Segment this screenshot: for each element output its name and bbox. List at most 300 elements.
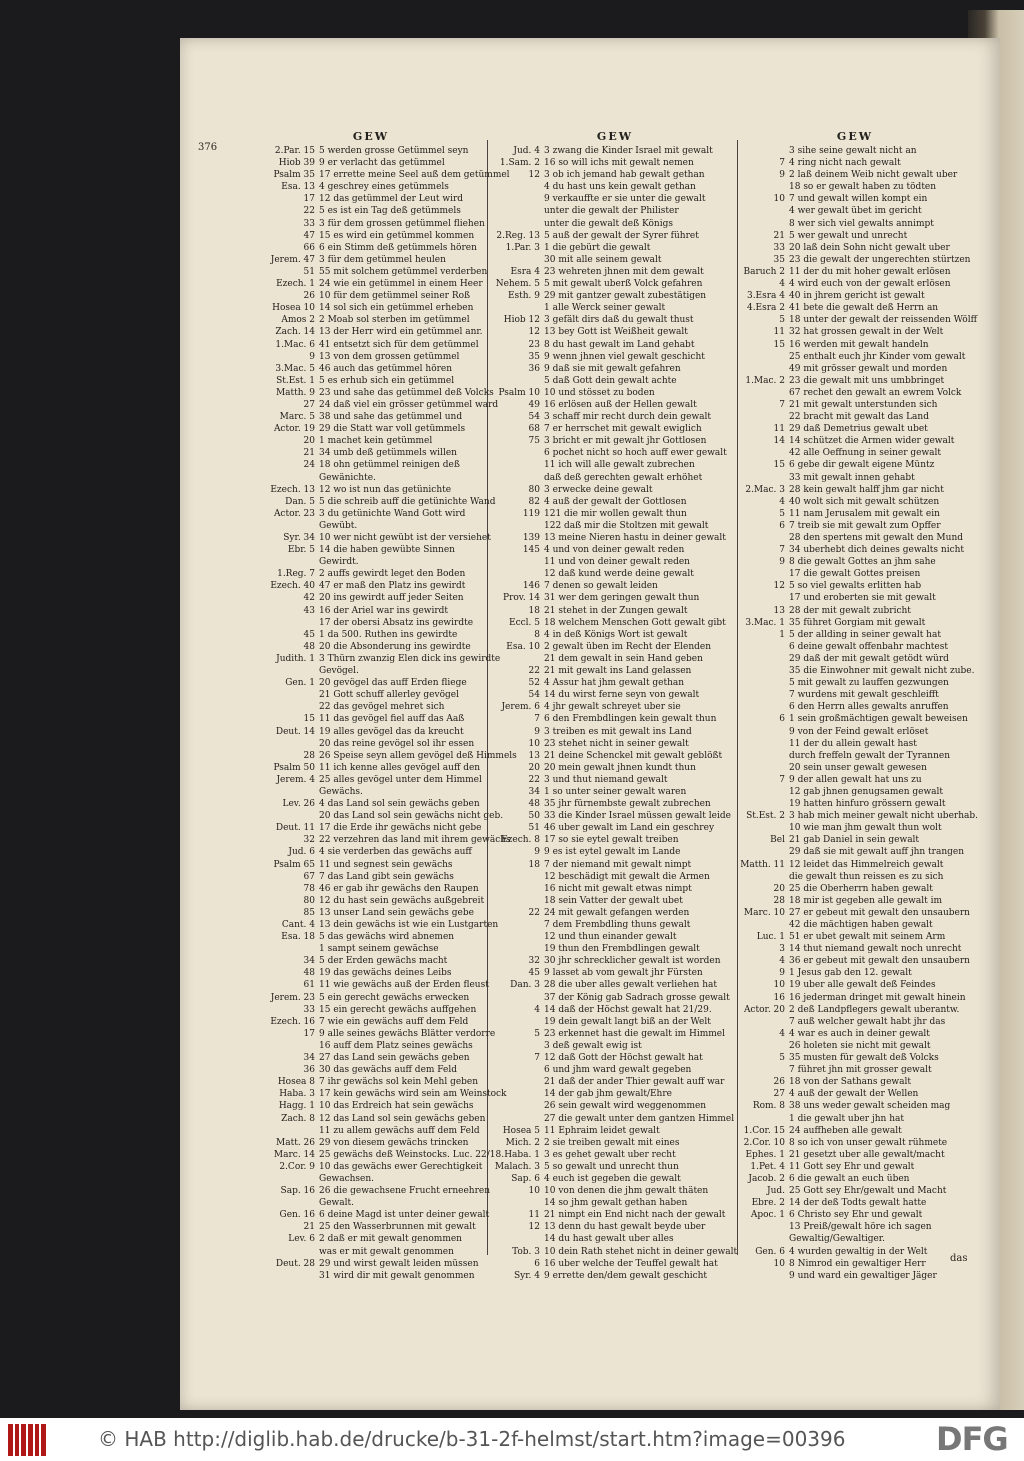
index-entry [735,1125,975,1137]
index-entry [255,1137,487,1149]
entry-reference: 54 [528,412,540,423]
entry-reference: 21 [303,448,315,459]
index-entry [735,447,975,459]
facing-page-edge [990,60,1024,1310]
entry-text: 5 es erhub sich ein getümmel [319,375,455,386]
entry-reference: 12 [773,581,785,592]
entry-reference [490,919,544,931]
index-entry [490,1100,740,1112]
index-entry [735,387,975,399]
index-entry [735,326,975,338]
entry-reference: 6 [534,1258,540,1269]
entry-text: 4 euch ist gegeben die gewalt [544,1173,681,1184]
entry-reference: 9 [534,847,540,858]
entry-text: 40 wolt sich mit gewalt schützen [789,496,940,507]
entry-reference: Lev. 6 [288,1234,315,1245]
entry-reference: 6 [779,714,785,725]
index-entry [735,919,975,931]
entry-text: 14 der gab jhm gewalt/Ehre [544,1089,672,1100]
entry-reference: Deut. 28 [275,1258,315,1269]
source-credit-link[interactable]: © HAB http://diglib.hab.de/drucke/b-31-2f-helmst/start.htm?image=00396 [98,1427,846,1451]
entry-text: 13 von dem grossen getümmel [319,351,460,362]
index-entry [490,774,740,786]
index-entry [255,484,487,496]
entry-text: 4 jhr gewalt schreyet uber sie [544,702,681,713]
entry-reference: Ebre. 2 [751,1198,785,1209]
index-entry [255,205,487,217]
entry-text: 14 du hast gewalt uber alles [544,1234,674,1245]
entry-reference: 33 [303,1004,315,1015]
entry-text: 16 so will ichs mit gewalt nemen [544,158,694,169]
index-entry [490,798,740,810]
entry-reference: 10 [528,738,540,749]
entry-reference: 43 [303,605,315,616]
entry-reference: Psalm 65 [273,859,315,870]
entry-text: 6 pochet nicht so hoch auff ewer gewalt [544,448,727,459]
entry-text: 28 die uber alles gewalt verliehen hat [544,980,717,991]
entry-text: Gewübt. [319,520,358,531]
entry-text: 10 das gewächs ewer Gerechtigkeit [319,1161,483,1172]
index-entry [255,605,487,617]
index-entry [735,157,975,169]
entry-reference [735,472,789,484]
entry-text: 31 wer dem geringen gewalt thun [544,593,700,604]
entry-text: 17 errette meine Seel auß dem getümmel [319,170,510,181]
entry-reference: 13 [773,605,785,616]
index-entry [490,266,740,278]
entry-text: 23 wehreten jhnen mit dem gewalt [544,266,704,277]
index-entry [735,629,975,641]
entry-reference [735,1113,789,1125]
entry-text: 7 denen so gewalt leiden [544,581,658,592]
index-entry [255,472,487,484]
entry-reference [490,193,544,205]
entry-text: 1 so unter seiner gewalt waren [544,786,687,797]
entry-text: 9 wenn jhnen viel gewalt geschicht [544,351,705,362]
index-entry [490,786,740,798]
entry-text: 24 auffheben alle gewalt [789,1125,902,1136]
entry-text: 12 gab jhnen genugsamen gewalt [789,786,944,797]
index-entry [735,399,975,411]
entry-reference [490,1016,544,1028]
entry-text: 4 ring nicht nach gewalt [789,158,901,169]
index-entry [735,1100,975,1112]
entry-text: 20 das Land sol sein gewächs nicht geb. [319,811,504,822]
entry-text: 9 er verlacht das getümmel [319,158,445,169]
entry-text: 8 die gewalt Gottes an jhm sahe [789,557,936,568]
index-entry [255,544,487,556]
entry-text: 7 wurdens mit gewalt geschleifft [789,690,939,701]
entry-reference: 48 [303,641,315,652]
entry-text: 3 schaff mir recht durch dein gewalt [544,412,712,423]
index-entry [735,774,975,786]
index-entry [735,738,975,750]
entry-reference: Hosea 10 [272,303,315,314]
entry-reference [490,520,544,532]
entry-reference: 18 [528,859,540,870]
entry-reference: 35 [528,351,540,362]
index-entry [490,169,740,181]
entry-text: 2 deß Landpflegers gewalt uberantw. [789,1004,960,1015]
index-entry [490,472,740,484]
entry-reference: 10 [773,194,785,205]
entry-reference [255,810,319,822]
entry-text: 7 ihr gewächs sol kein Mehl geben [319,1077,479,1088]
entry-text: 41 entsetzt sich für dem getümmel [319,339,479,350]
entry-reference: St.Est. 1 [276,375,315,386]
entry-text: 13 dein gewächs ist wie ein Lustgarten [319,920,499,930]
index-entry [490,520,740,532]
index-entry [490,556,740,568]
entry-reference [255,701,319,713]
index-entry [490,254,740,266]
entry-reference: Ezech. 8 [501,835,540,846]
index-entry [255,568,487,580]
entry-reference [735,677,789,689]
entry-reference [735,568,789,580]
entry-reference [490,218,544,230]
entry-reference [735,738,789,750]
entry-reference [490,375,544,387]
index-entry [735,435,975,447]
entry-reference: 8 [534,629,540,640]
entry-reference: 12 [528,327,540,338]
entry-reference: Marc. 14 [273,1149,315,1160]
index-entry [490,943,740,955]
entry-text: 26 Speise seyn allem gevögel deß Himmels [319,750,517,761]
index-entry [735,1270,975,1282]
entry-text: 28 den spertens mit gewalt den Mund [789,533,964,543]
index-entry [255,774,487,786]
entry-reference: Esra 4 [510,266,540,277]
entry-reference: Jerem. 23 [270,992,315,1003]
entry-reference [255,1246,319,1258]
index-entry [255,726,487,738]
entry-text: 3 und thut niemand gewalt [544,774,668,785]
entry-text: 12 wo ist nun das getünichte [319,484,452,495]
entry-reference [255,556,319,568]
index-entry [490,1052,740,1064]
entry-text: 5 wer gewalt und unrecht [789,230,908,241]
entry-text: 122 daß mir die Stoltzen mit gewalt [544,520,709,531]
index-entry [735,580,975,592]
index-entry [490,230,740,242]
index-entry [255,1149,505,1161]
index-entry [255,1028,496,1040]
entry-text: 19 thun den Frembdlingen gewalt [544,944,700,955]
entry-text: 29 daß der mit gewalt getödt würd [789,653,949,664]
index-entry [490,762,740,774]
index-entry [735,1064,975,1076]
entry-reference [255,738,319,750]
entry-text: 15 ein gerecht gewächs auffgehen [319,1004,477,1015]
entry-text: 9 verkauffte er sie unter die gewalt [544,194,706,205]
entry-reference [490,1040,544,1052]
entry-reference [490,1113,544,1125]
entry-reference: Hosea 5 [502,1125,540,1136]
page-number: 376 [198,142,218,153]
index-entry [255,508,487,520]
entry-text: 7 führet jhn mit grosser gewalt [789,1065,932,1076]
entry-reference [735,653,789,665]
entry-text: 20 das reine gevögel sol ihr essen [319,738,475,749]
index-entry [735,701,975,713]
catchword: das [950,1253,968,1264]
entry-text: 3 für dem grossen getümmel fliehen [319,218,485,229]
index-entry [490,919,740,931]
index-entry [735,726,975,738]
index-entry [735,423,975,435]
entry-reference [490,472,544,484]
entry-reference [735,205,789,217]
column-header: GEW [836,130,874,143]
entry-text: 23 die gewalt mit uns umbbringet [789,375,945,386]
index-entry [255,653,501,665]
index-entry [255,883,487,895]
entry-text: 4 geschrey eines getümmels [319,182,449,193]
index-entry [255,520,487,532]
entry-reference [735,641,789,653]
entry-text: 8 so ich von unser gewalt rühmete [789,1137,948,1148]
index-entry [735,846,975,858]
entry-reference: Jud. [766,1186,785,1197]
entry-text: 5 so gewalt und unrecht thun [544,1161,679,1172]
index-entry [255,1258,487,1270]
entry-text: 1 sein großmächtigen gewalt beweisen [789,714,968,725]
index-entry [490,895,740,907]
index-entry [490,1173,740,1185]
index-entry [255,459,487,471]
index-entry [255,617,487,629]
entry-reference: 18 [528,605,540,616]
index-entry [735,979,975,991]
entry-reference: 7 [779,545,785,556]
entry-text: 11 nam Jerusalem mit gewalt ein [789,508,940,519]
entry-text: 42 alle Oeffnung in seiner gewalt [789,448,942,459]
index-entry [490,738,740,750]
entry-text: 29 mit gantzer gewalt zubestätigen [544,291,707,302]
entry-text: 38 und sahe das getümmel und [319,412,463,423]
index-entry [490,665,740,677]
entry-reference [490,447,544,459]
index-entry [255,1270,487,1282]
entry-reference [490,1076,544,1088]
index-entry [255,145,487,157]
entry-reference [735,1016,789,1028]
index-entry [490,701,740,713]
entry-reference: 145 [522,545,540,556]
entry-text: 16 jederman dringet mit gewalt hinein [789,992,966,1003]
entry-reference: Psalm 50 [273,762,315,773]
entry-text: 16 erlösen auß der Hellen gewalt [544,399,697,410]
index-entry [490,1197,740,1209]
entry-text: 10 das Erdreich hat sein gewächs [319,1101,474,1112]
index-entry [490,363,740,375]
entry-reference [735,363,789,375]
entry-text: 25 alles gevögel unter dem Himmel [319,774,482,785]
entry-text: 4 Assur hat jhm gewalt gethan [544,678,685,689]
entry-text: 17 und eroberten sie mit gewalt [789,593,936,604]
entry-text: 9 alle seines gewächs Blätter verdorre [319,1028,496,1039]
index-entry [255,992,487,1004]
index-entry [255,1209,490,1221]
index-entry [490,508,740,520]
index-entry [490,278,740,290]
entry-reference [735,181,789,193]
entry-reference: Gen. 1 [285,678,315,689]
entry-text: 11 der du allein gewalt hast [789,738,917,749]
index-entry [490,822,740,834]
entry-text: 10 von denen die jhm gewalt thäten [544,1186,709,1197]
entry-reference [490,556,544,568]
index-entry [490,1088,740,1100]
entry-text: 5 die schreib auff die getünichte Wand [319,496,496,507]
entry-reference: 33 [303,218,315,229]
entry-reference: 82 [528,496,540,507]
index-entry [490,314,740,326]
entry-reference: 10 [773,1258,785,1269]
index-entry [490,484,740,496]
entry-text: 30 mit alle seinem gewalt [544,254,662,265]
entry-text: 3 ob ich jemand hab gewalt gethan [544,170,705,181]
index-entry [255,979,487,991]
entry-reference [490,568,544,580]
entry-text: 3 Thürn zwanzig Elen dick ins gewirdte [319,653,501,664]
entry-text: 29 daß Demetrius gewalt ubet [789,424,928,435]
entry-reference: Sap. 6 [511,1173,540,1184]
entry-reference: 1.Pet. 4 [750,1161,785,1172]
entry-text: 9 der allen gewalt hat uns zu [789,774,922,785]
entry-reference [735,387,789,399]
index-entry [490,592,740,604]
entry-text: 4 das Land sol sein gewächs geben [319,799,480,810]
entry-reference [255,943,319,955]
entry-text: 2 laß deinem Weib nicht gewalt uber [789,170,958,181]
entry-text: 6 deine Magd ist unter deiner gewalt [319,1210,490,1221]
index-entry [255,1040,487,1052]
index-entry [735,375,975,387]
entry-text: 1 die gewalt uber jhn hat [789,1113,904,1124]
entry-reference: Eccl. 5 [509,617,540,628]
entry-text: 10 wer nicht gewübt ist der versiehet [319,533,491,543]
index-entry [735,339,975,351]
index-entry [735,810,978,822]
index-entry [735,1161,975,1173]
index-entry [490,907,740,919]
entry-reference [255,1197,319,1209]
index-entry [735,218,975,230]
index-entry [490,750,740,762]
entry-reference [490,205,544,217]
entry-text: 13 der Herr wird ein getümmel anr. [319,327,483,338]
entry-text: 26 holeten sie nicht mit gewalt [789,1040,931,1051]
entry-reference [735,447,789,459]
entry-text: 20 ins gewirdt auff jeder Seiten [319,593,464,604]
index-entry [490,1270,740,1282]
index-entry [490,992,740,1004]
entry-reference: 2.Par. 15 [274,146,315,156]
entry-text: 17 der obersi Absatz ins gewirdte [319,617,474,628]
entry-text: 13 Preiß/gewalt höre ich sagen [789,1222,932,1233]
index-entry [490,846,740,858]
index-entry [735,1221,975,1233]
entry-text: 3 hab mich meiner gewalt nicht uberhab. [789,811,978,822]
entry-text: 5 das gewächs wird abnemen [319,932,455,943]
entry-reference [735,689,789,701]
entry-text: 3 es gehet gewalt uber recht [544,1149,676,1160]
entry-reference: 80 [528,484,540,495]
entry-reference [735,1270,789,1282]
entry-text: 67 rechet den gewalt an ewrem Volck [789,387,962,398]
entry-reference: 20 [303,436,315,447]
entry-reference: 49 [528,399,540,410]
index-entry [255,532,491,544]
entry-reference [255,1270,319,1282]
entry-reference: 80 [303,895,315,906]
index-entry [255,1185,491,1197]
index-entry [490,1233,740,1245]
entry-reference: 9 [779,170,785,181]
index-entry [735,169,975,181]
entry-reference: Hosea 8 [277,1077,315,1088]
entry-reference: 7 [534,1053,540,1064]
index-entry [490,1258,740,1270]
entry-reference: 2.Reg. 13 [496,230,540,241]
column-header: GEW [352,130,390,143]
index-entry [735,520,975,532]
entry-reference: 20 [528,762,540,773]
index-entry [255,592,487,604]
index-entry [735,798,975,810]
entry-text: 11 ich kenne alles gevögel auff den [319,762,481,773]
entry-text: 20 gevögel das auff Erden fliege [319,678,467,689]
index-entry [735,556,975,568]
entry-reference: 32 [303,835,315,846]
entry-reference: Actor. 19 [273,424,315,435]
entry-reference: Jerem. 6 [501,702,540,713]
entry-reference: Ezech. 13 [270,484,315,495]
entry-text: 13 bey Gott ist Weißheit gewalt [544,327,688,338]
entry-text: 1 sampt seinem gewächse [319,944,439,955]
entry-text: 7 dem Frembdling thuns gewalt [544,920,691,930]
entry-text: 25 gewächs deß Weinstocks. Luc. 22/18. [319,1149,505,1160]
entry-text: was er mit gewalt genommen [319,1246,454,1257]
entry-reference: Deut. 14 [275,726,315,737]
entry-text: 27 das Land sein gewächs geben [319,1053,470,1064]
entry-text: 5 mit gewalt uberß Volck gefahren [544,279,703,290]
entry-text: 35 musten für gewalt deß Volcks [789,1053,939,1064]
entry-reference: 16 [773,992,785,1003]
entry-reference: Esth. 9 [507,291,540,302]
entry-reference: 1.Par. 3 [505,242,540,253]
entry-text: 23 stehet nicht in seiner gewalt [544,738,689,749]
entry-text: 11 das gevögel fiel auff das Aaß [319,714,465,725]
hab-logo-icon [8,1424,46,1456]
entry-reference: Ezech. 1 [276,279,315,290]
index-entry [735,871,975,883]
entry-reference: Matt. 26 [276,1137,315,1148]
index-entry [490,1040,740,1052]
entry-text: 21 Gott schuff allerley gevögel [319,690,459,701]
entry-text: 34 umb deß getümmels willen [319,448,457,459]
index-entry [255,931,487,943]
index-entry [255,193,487,205]
index-entry [735,1197,975,1209]
index-entry [255,230,487,242]
index-entry [735,459,975,471]
entry-text: 5 werden grosse Getümmel seyn [319,146,469,156]
entry-text: 33 die Kinder Israel müssen gewalt leide [544,811,731,822]
